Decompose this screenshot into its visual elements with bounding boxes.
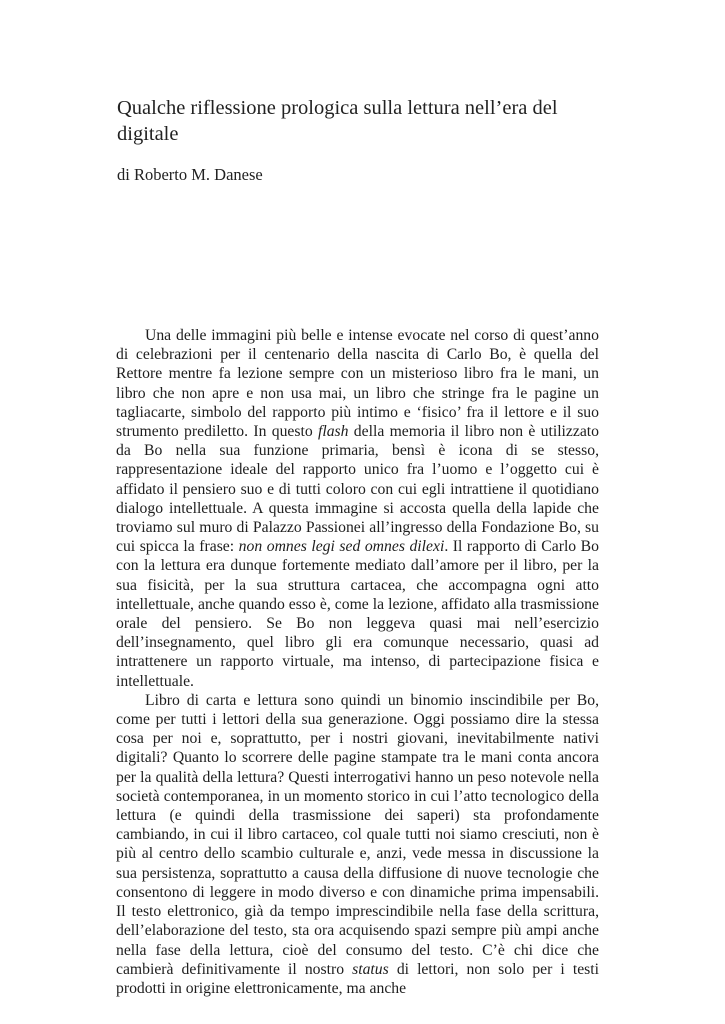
italic-text-run: non omnes legi sed omnes dilexi: [238, 538, 445, 556]
italic-text-run: flash: [317, 423, 349, 441]
text-run: Libro di carta e lettura sono quindi un binomio inscindibile per Bo, come per tutti i lettori della sua generazione. Oggi possiamo dire la stessa cosa per noi e, soprattutto, per i nostri giovani, inevitabilmente nativi digitali? Quanto lo scorrere delle pagine stampate tra le mani conta ancora per la qualità della lettura? Questi interrogativi hanno un peso notevole nella società contemporanea, in un momento storico in cui l’atto tecnologico della lettura (e quindi della trasmissione dei saperi) sta profondamente cambiando, in cui il libro cartaceo, col quale tutti noi siamo cresciuti, non è più al centro dello scambio culturale e, anzi, vede messa in discussione la sua persistenza, soprattutto a causa della diffusione di nuove tecnologie che consentono di leggere in modo diverso e con dinamiche prima impensabili. Il testo elettronico, già da tempo imprescindibile nella fase della scrittura, dell’elaborazione del testo, sta ora acquisendo spazi sempre più ampi anche nella fase della lettura, cioè del consumo del testo. C’è chi dice che cambierà definitivamente il nostro: [116, 691, 599, 978]
text-run: Una delle immagini più belle e intense evocate nel corso di quest’anno di celebrazioni per il centenario della nascita di Carlo Bo, è quella del Rettore mentre fa lezione sempre con un misterioso libro fra le mani, un libro che non apre e non usa mai, un libro che stringe fra le pagine un tagliacarte, simbolo del rapporto più intimo e ‘fisico’ fra il lettore e il suo strumento prediletto. In questo: [116, 327, 599, 441]
text-run: . Il rapporto di Carlo Bo con la lettura era dunque fortemente mediato dall’amore per il libro, per la sua fisicità, per la sua struttura cartacea, che accompagna ogni atto intellettuale, anche quando esso è, come la lezione, affidato alla trasmissione orale del pensiero. Se Bo non leggeva quasi mai nell’esercizio dell’insegnamento, quel libro gli era comunque necessario, quasi ad intrattenere un rapporto virtuale, ma intenso, di partecipazione fisica e intellettuale.: [116, 538, 599, 690]
text-run: della memoria il libro non è utilizzato da Bo nella sua funzione primaria, bensì è icona di se stesso, rappresentazione ideale del rapporto unico fra l’uomo e l’oggetto cui è affidato il pensiero suo e di tutti coloro con cui egli intrattiene il quotidiano dialogo intellettuale. A questa immagine si accosta quella della lapide che troviamo sul muro di Palazzo Passionei all’ingresso della Fondazione Bo, su cui spicca la frase:: [116, 423, 599, 556]
article-title: Qualche riflessione prologica sulla lettura nell’era del digitale: [117, 97, 558, 145]
paragraph-2: [116, 691, 599, 998]
italic-text-run: status: [352, 960, 389, 978]
text-run: di lettori, non solo per i testi prodotti in origine elettronicamente, ma anche: [116, 960, 599, 997]
paragraph-1: [116, 326, 599, 691]
article-body: [116, 326, 599, 998]
article-author: di Roberto M. Danese: [117, 165, 263, 184]
